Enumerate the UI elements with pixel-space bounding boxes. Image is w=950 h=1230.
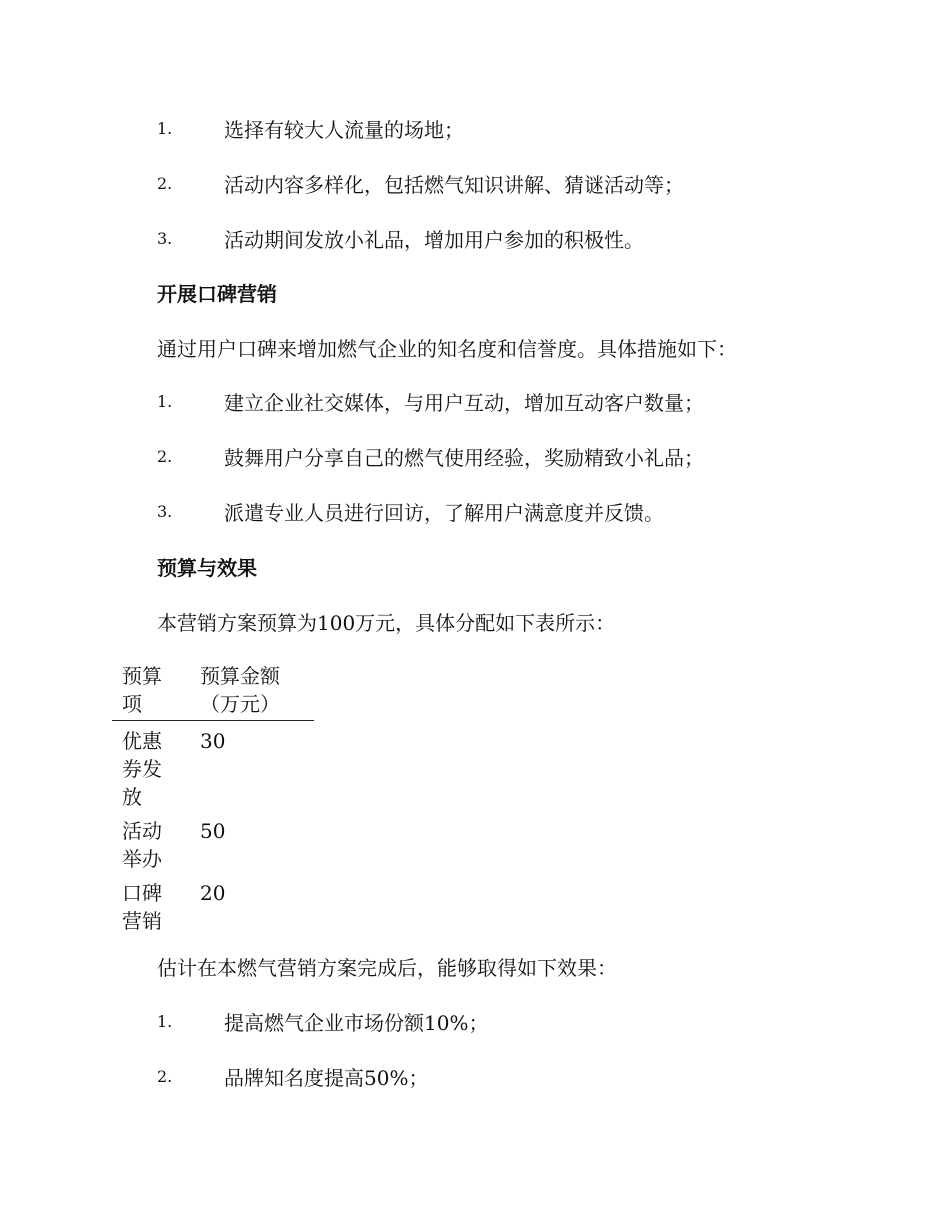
section-heading-budget: 预算与效果 bbox=[157, 556, 257, 580]
list-number: 2. bbox=[157, 173, 173, 193]
table-row bbox=[112, 879, 314, 941]
table-row bbox=[112, 817, 314, 879]
table-cell: 50 bbox=[200, 819, 226, 843]
list-text: 活动期间发放小礼品，增加用户参加的积极性。 bbox=[224, 227, 644, 252]
section-heading-word-of-mouth: 开展口碑营销 bbox=[157, 282, 277, 306]
section-intro: 通过用户口碑来增加燃气企业的知名度和信誉度。具体措施如下： bbox=[157, 337, 737, 361]
list-text: 提高燃气企业市场份额10%； bbox=[224, 1010, 489, 1035]
table-cell: 20 bbox=[200, 881, 226, 905]
table-header-row bbox=[112, 662, 314, 721]
list-number: 1. bbox=[157, 118, 173, 138]
list-number: 1. bbox=[157, 391, 173, 411]
table-header-cell: 预算项 bbox=[122, 664, 162, 716]
list-number: 3. bbox=[157, 228, 173, 248]
table-cell: 优惠券发放 bbox=[122, 729, 162, 809]
list-item bbox=[157, 1061, 428, 1091]
list-text: 品牌知名度提高50%； bbox=[224, 1065, 429, 1090]
table-row bbox=[112, 721, 314, 818]
list-text: 派遣专业人员进行回访，了解用户满意度并反馈。 bbox=[224, 500, 664, 525]
table-cell: 30 bbox=[200, 729, 226, 753]
list-item bbox=[157, 496, 664, 526]
table-cell: 口碑营销 bbox=[122, 881, 162, 933]
list-text: 活动内容多样化，包括燃气知识讲解、猜谜活动等； bbox=[224, 172, 684, 197]
list-text: 建立企业社交媒体，与用户互动，增加互动客户数量； bbox=[224, 390, 704, 415]
list-number: 1. bbox=[157, 1011, 173, 1031]
list-number: 2. bbox=[157, 1066, 173, 1086]
list-item bbox=[157, 113, 464, 143]
list-item bbox=[157, 441, 704, 471]
list-text: 选择有较大人流量的场地； bbox=[224, 117, 464, 142]
table-cell: 活动举办 bbox=[122, 819, 162, 871]
list-text: 鼓舞用户分享自己的燃气使用经验，奖励精致小礼品； bbox=[224, 445, 704, 470]
list-item bbox=[157, 223, 644, 253]
list-item bbox=[157, 386, 704, 416]
list-number: 2. bbox=[157, 446, 173, 466]
effect-intro: 估计在本燃气营销方案完成后，能够取得如下效果： bbox=[157, 956, 617, 980]
table-header-cell: 预算金额（万元） bbox=[200, 664, 280, 716]
budget-table bbox=[112, 662, 314, 941]
list-item bbox=[157, 168, 684, 198]
list-item bbox=[157, 1006, 488, 1036]
list-number: 3. bbox=[157, 501, 173, 521]
budget-intro: 本营销方案预算为100万元，具体分配如下表所示： bbox=[157, 611, 616, 635]
